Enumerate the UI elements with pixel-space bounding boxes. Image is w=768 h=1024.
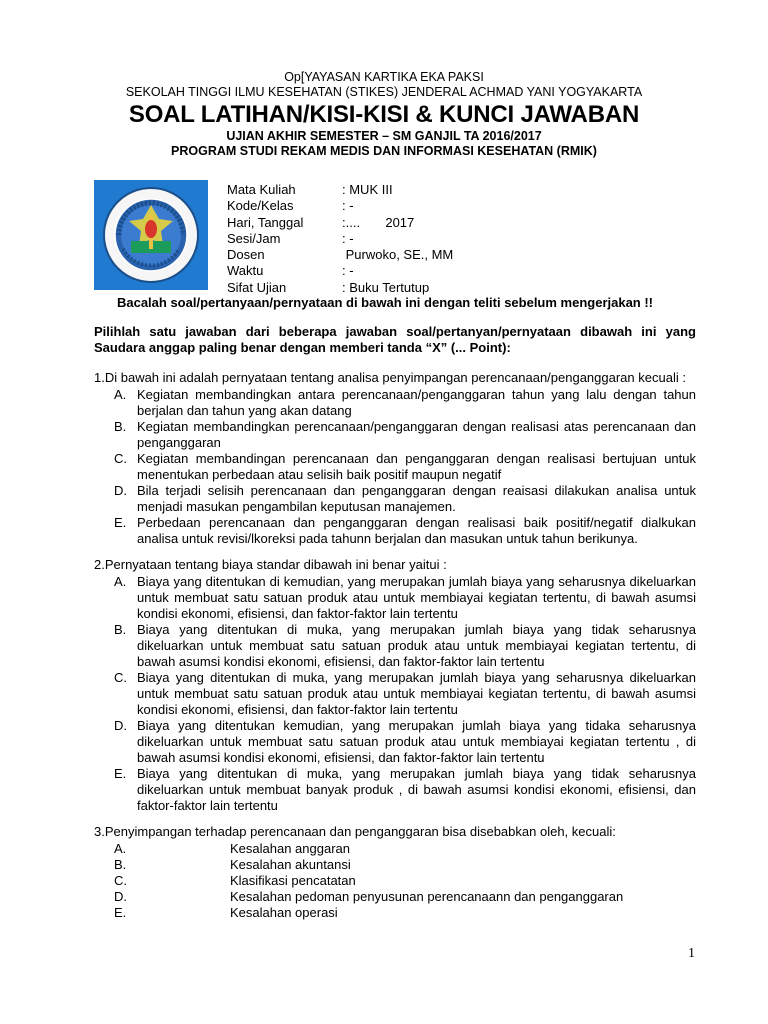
meta-row-code: Kode/Kelas : - xyxy=(227,198,354,214)
meta-row-date: Hari, Tanggal :.... 2017 xyxy=(227,214,415,230)
questions-section xyxy=(94,324,696,931)
option-b[interactable]: B. Biaya yang ditentukan di muka, yang merupakan jumlah biaya yang tidak seharusnya dikeluarkan untuk membuat satu satuan produk atau untuk membiayai kegiatan tertentu, di bawah asumsi kondisi ekonomi, efisiensi, dan faktor-faktor lain tertentu xyxy=(114,622,696,669)
exam-meta-list xyxy=(227,182,453,296)
option-e[interactable]: E. Perbedaan perencanaan dan penganggaran dengan realisasi baik positif/negatif dialkukan analisa untuk revisi/lkoreksi pada tahunn berjalan dan masukan untuk tahun berikunya. xyxy=(114,515,696,546)
question-text: 1.Di bawah ini adalah pernyataan tentang analisa penyimpangan perencanaan/penganggaran kecuali : xyxy=(94,370,686,385)
meta-row-exam-type: Sifat Ujian : Buku Tertutup xyxy=(227,279,430,295)
question-2 xyxy=(94,557,696,814)
option-a[interactable]: A. Biaya yang ditentukan di kemudian, yang merupakan jumlah biaya yang seharusnya dikeluarkan untuk membuat satu satuan produk atau untuk membiayai kegiatan tertentu, di bawah asumsi kondisi ekonomi, efisiensi, dan faktor-faktor lain tertentu xyxy=(114,574,696,621)
institution-name: SEKOLAH TINGGI ILMU KESEHATAN (STIKES) JENDERAL ACHMAD YANI YOGYAKARTA xyxy=(125,85,643,99)
page-number: 1 xyxy=(688,946,695,961)
question-3 xyxy=(94,824,696,921)
option-c[interactable]: C. Klasifikasi pencatatan xyxy=(114,873,356,888)
option-c[interactable]: C. Biaya yang ditentukan di muka, yang merupakan jumlah biaya yang seharusnya dikeluarkan untuk membuat satu satuan produk atau untuk membiayai kegiatan tertentu, di bawah asumsi kondisi ekonomi, efisiensi, dan faktor-faktor lain tertentu xyxy=(114,670,696,717)
meta-row-session: Sesi/Jam : - xyxy=(227,230,354,246)
option-e[interactable]: E. Kesalahan operasi xyxy=(114,905,338,920)
option-b[interactable]: B. Kegiatan membandingkan perencanaan/penganggaran dengan realisasi atas perencanaan dan penganggaran xyxy=(114,419,696,450)
option-c[interactable]: C. Kegiatan membandingan perencanaan dan penganggaran dengan realisasi bertujuan untuk menentukan perbedaan atau selisih baik positif maupun negatif xyxy=(114,451,696,482)
exam-info-block xyxy=(94,178,694,293)
instruction-text: Bacalah soal/pertanyaan/pernyataan di bawah ini dengan teliti sebelum mengerjakan !! xyxy=(116,295,654,310)
option-list xyxy=(94,841,696,921)
option-list xyxy=(94,574,696,814)
meta-row-lecturer: Dosen Purwoko, SE., MM xyxy=(227,247,454,263)
meta-row-course: Mata Kuliah : MUK III xyxy=(227,182,393,197)
study-program: PROGRAM STUDI REKAM MEDIS DAN INFORMASI KESEHATAN (RMIK) xyxy=(171,144,597,158)
option-list xyxy=(94,387,696,547)
option-a[interactable]: A. Kegiatan membandingkan antara perencanaan/penganggaran tahun yang lalu dengan tahun berjalan dan tahun yang akan datang xyxy=(114,387,696,418)
option-e[interactable]: E. Biaya yang ditentukan di muka, yang merupakan jumlah biaya yang tidak seharusnya dikeluarkan untuk membuat banyak produk , di bawah asumsi kondisi ekonomi, efisiensi, dan faktor-faktor lain tertentu xyxy=(114,766,696,813)
exam-period: UJIAN AKHIR SEMESTER – SM GANJIL TA 2016/2017 xyxy=(226,129,542,143)
meta-row-time: Waktu : - xyxy=(227,263,354,279)
option-d[interactable]: D. Biaya yang ditentukan kemudian, yang merupakan jumlah biaya yang tidaka seharusnya dikeluarkan untuk membuat satu satuan produk atau untuk membiayai kegiatan tertentu , di bawah asumsi kondisi ekonomi, efisiensi, dan faktor-faktor lain tertentu xyxy=(114,718,696,765)
question-text: 2.Pernyataan tentang biaya standar dibawah ini benar yaitui : xyxy=(94,557,447,572)
option-d[interactable]: D. Kesalahan pedoman penyusunan perencanaann dan penganggaran xyxy=(114,889,624,904)
document-title: SOAL LATIHAN/KISI-KISI & KUNCI JAWABAN xyxy=(128,101,640,128)
question-text: 3.Penyimpangan terhadap perencanaan dan penganggaran bisa disebabkan oleh, kecuali: xyxy=(94,824,616,839)
stikes-logo-emblem xyxy=(94,180,208,290)
option-a[interactable]: A. Kesalahan anggaran xyxy=(114,841,350,856)
option-b[interactable]: B. Kesalahan akuntansi xyxy=(114,857,351,872)
option-d[interactable]: D. Bila terjadi selisih perencanaan dan penganggaran dengan reaisasi dilakukan analisa untuk menjadi masukan pengambilan keputusan manajemen. xyxy=(114,483,696,514)
intro-text: Pilihlah satu jawaban dari beberapa jawaban soal/pertanyan/pernyataan dibawah ini yang Saudara anggap paling benar dengan memberi tanda “X” (... Point): xyxy=(94,324,696,355)
document-header xyxy=(0,0,768,159)
logo-emblem-icon xyxy=(101,185,201,285)
question-1 xyxy=(94,370,696,547)
foundation-name: Op[YAYASAN KARTIKA EKA PAKSI xyxy=(284,70,484,84)
